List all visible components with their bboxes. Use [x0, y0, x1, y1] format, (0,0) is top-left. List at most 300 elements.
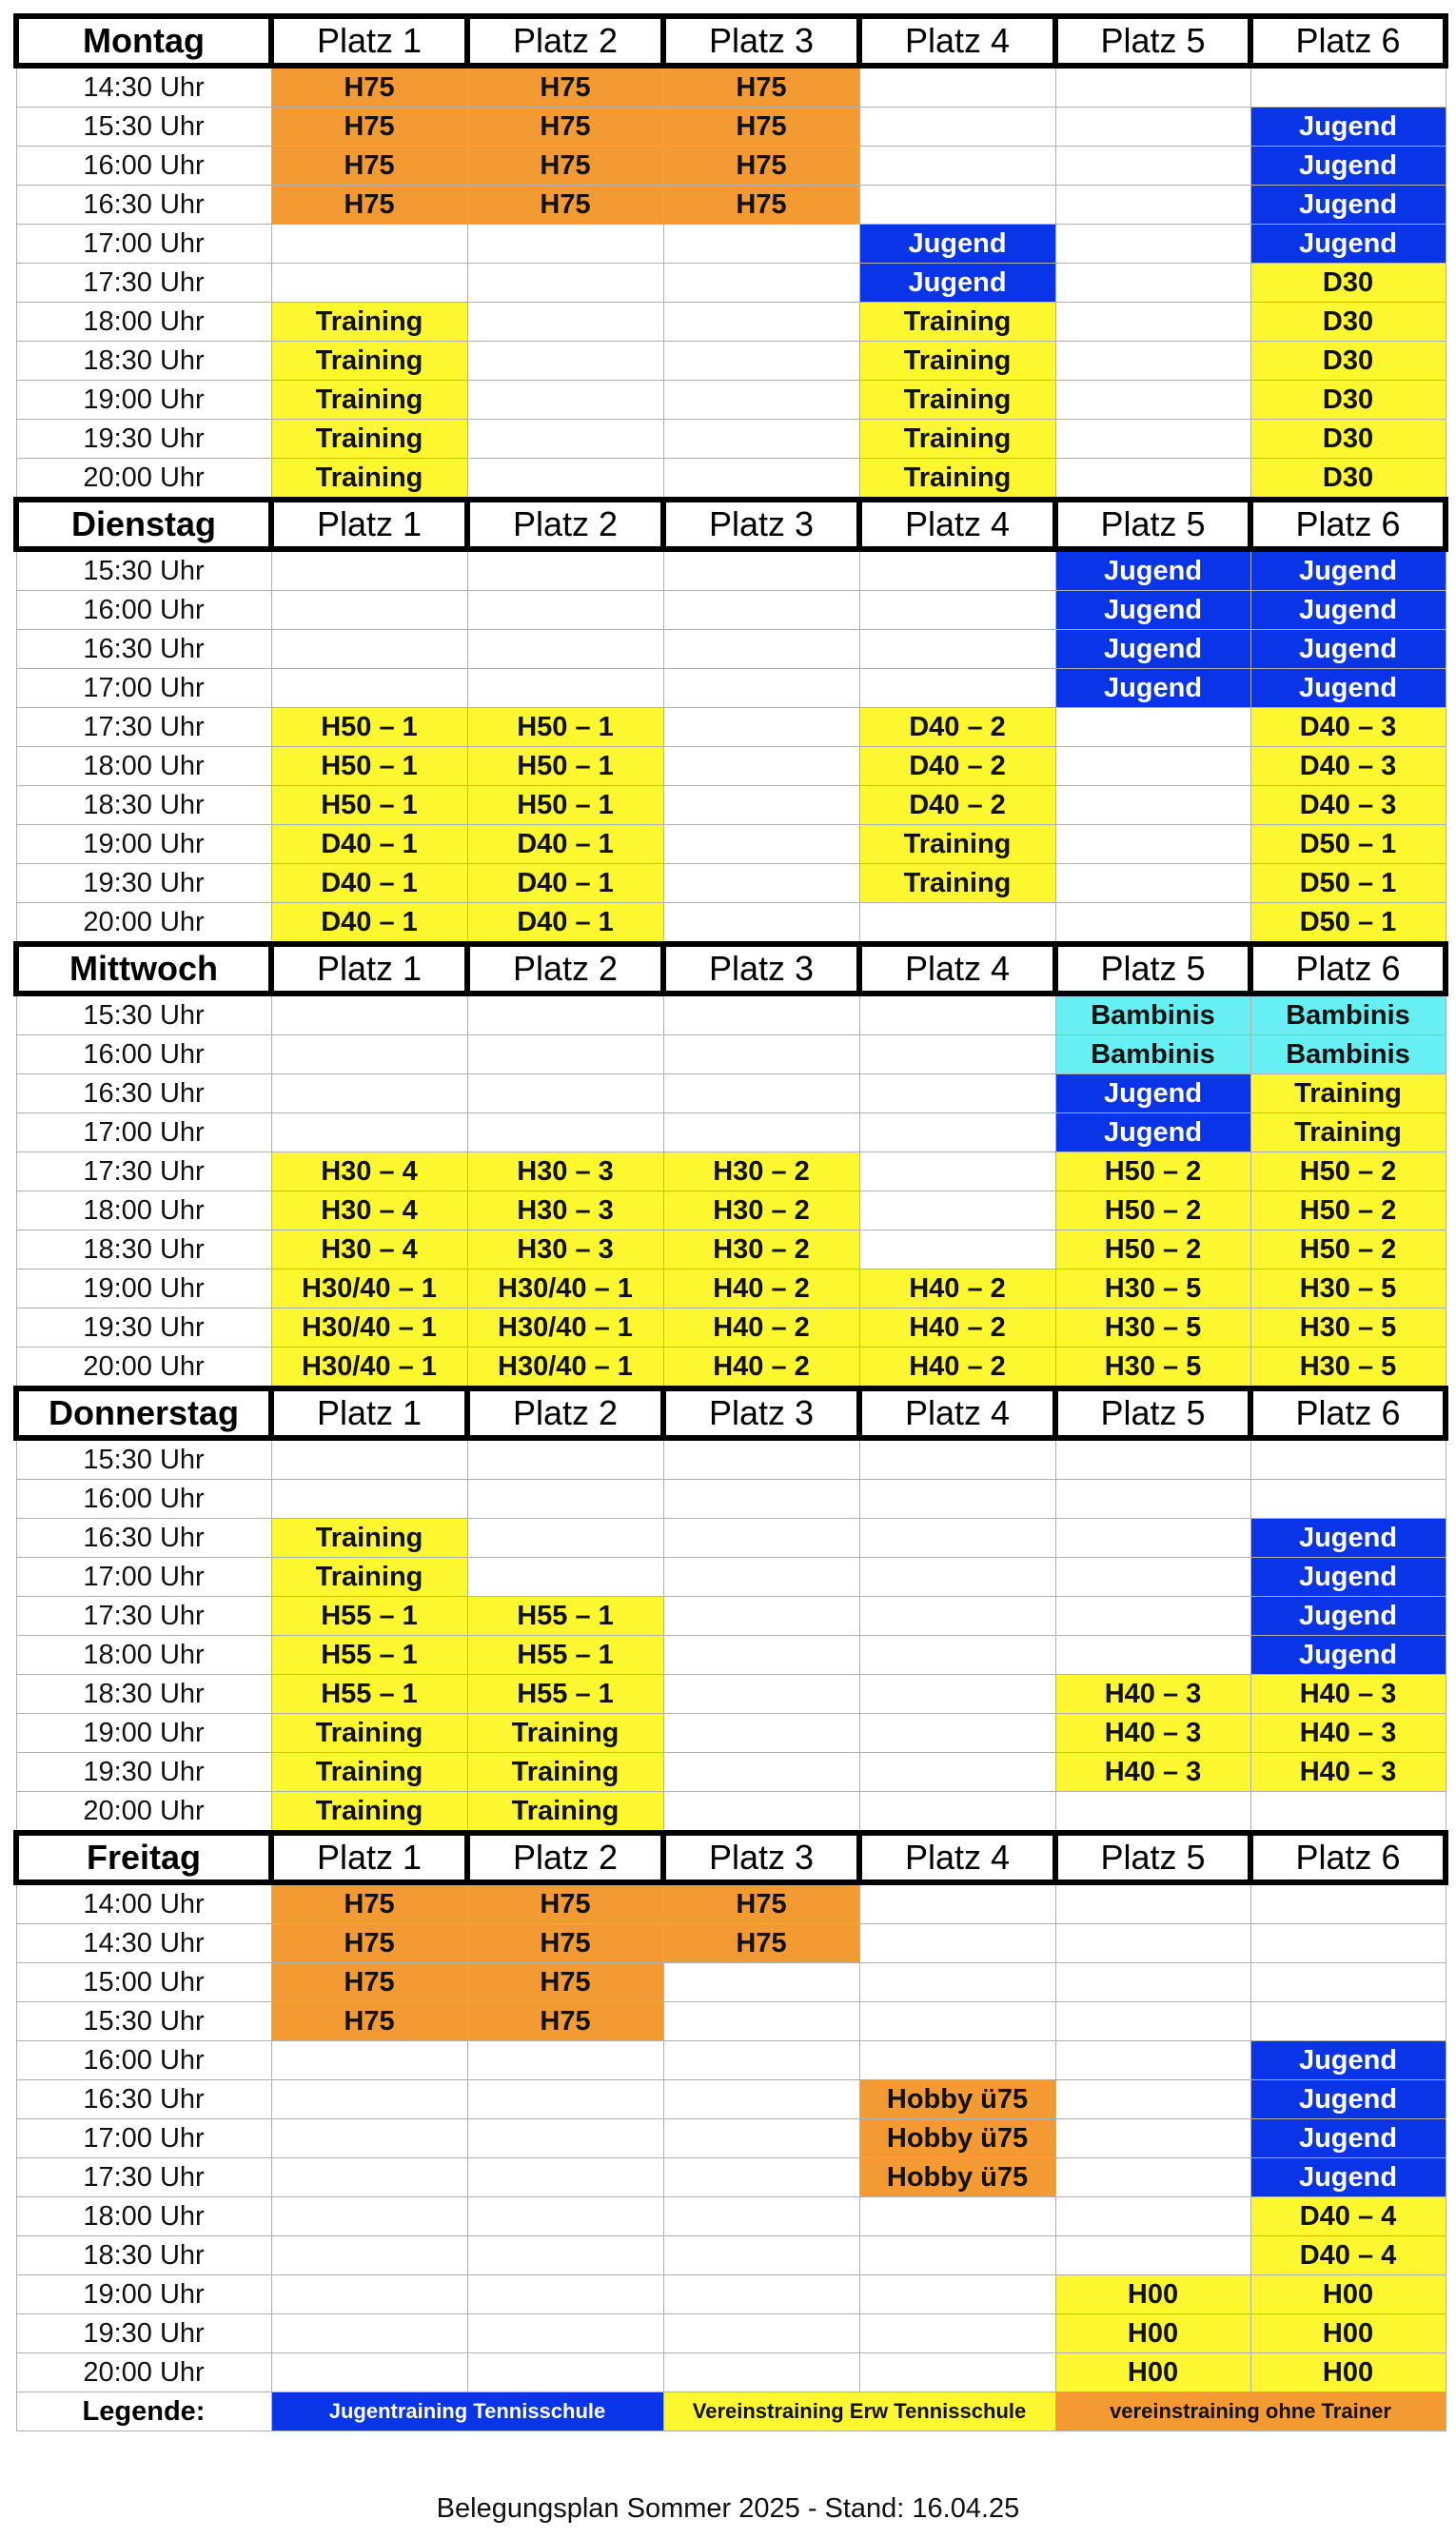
booking-cell [663, 2353, 859, 2392]
booking-cell: Jugend [859, 225, 1055, 264]
booking-cell [1250, 1480, 1446, 1519]
booking-cell [271, 2353, 467, 2392]
time-slot: 17:00 Uhr [16, 225, 271, 264]
schedule-row [16, 1191, 1446, 1230]
booking-cell [663, 994, 859, 1035]
schedule-row [16, 1480, 1446, 1519]
court-header: Platz 1 [271, 1388, 467, 1438]
court-header: Platz 2 [467, 944, 663, 994]
booking-cell [859, 2002, 1055, 2041]
schedule-row [16, 786, 1446, 825]
booking-cell: H30 – 5 [1055, 1348, 1250, 1389]
schedule-row [16, 66, 1446, 108]
schedule-row [16, 459, 1446, 501]
booking-cell [1250, 1963, 1446, 2002]
booking-cell [663, 225, 859, 264]
booking-cell: D40 – 1 [467, 903, 663, 945]
booking-cell: D30 [1250, 420, 1446, 459]
booking-cell [1055, 1597, 1250, 1636]
booking-cell: H75 [663, 186, 859, 225]
time-slot: 14:30 Uhr [16, 1924, 271, 1963]
booking-cell [1055, 1924, 1250, 1963]
booking-cell [271, 1480, 467, 1519]
booking-cell [859, 1035, 1055, 1074]
booking-cell [271, 2119, 467, 2158]
booking-cell: H40 – 3 [1250, 1753, 1446, 1792]
booking-cell: Jugend [1250, 186, 1446, 225]
time-slot: 16:30 Uhr [16, 186, 271, 225]
schedule-row [16, 2158, 1446, 2197]
booking-cell: H00 [1250, 2314, 1446, 2353]
booking-cell: Jugend [1250, 1558, 1446, 1597]
time-slot: 18:00 Uhr [16, 747, 271, 786]
booking-cell [663, 2236, 859, 2275]
booking-cell [271, 1074, 467, 1113]
booking-cell: Jugend [1250, 147, 1446, 186]
booking-cell: Jugend [1250, 2119, 1446, 2158]
time-slot: 18:00 Uhr [16, 303, 271, 342]
booking-cell: D40 – 1 [467, 825, 663, 864]
booking-cell [663, 825, 859, 864]
booking-cell: Bambinis [1055, 1035, 1250, 1074]
booking-cell [1055, 708, 1250, 747]
court-header: Platz 3 [663, 1388, 859, 1438]
time-slot: 16:30 Uhr [16, 1074, 271, 1113]
booking-cell [859, 1924, 1055, 1963]
booking-cell: H50 – 2 [1250, 1152, 1446, 1191]
booking-cell [467, 591, 663, 630]
booking-cell [467, 1558, 663, 1597]
booking-cell [1055, 2119, 1250, 2158]
booking-cell: H50 – 1 [467, 708, 663, 747]
booking-cell: Jugend [1250, 669, 1446, 708]
booking-cell: H30 – 3 [467, 1230, 663, 1270]
booking-cell [1250, 1882, 1446, 1924]
booking-cell: Jugend [1055, 591, 1250, 630]
booking-cell [859, 1714, 1055, 1753]
booking-cell [1055, 342, 1250, 381]
booking-cell: H75 [467, 1924, 663, 1963]
booking-cell [467, 225, 663, 264]
time-slot: 18:30 Uhr [16, 342, 271, 381]
booking-cell: D40 – 1 [467, 864, 663, 903]
booking-cell: D40 – 3 [1250, 786, 1446, 825]
schedule-row [16, 825, 1446, 864]
time-slot: 19:00 Uhr [16, 825, 271, 864]
court-header: Platz 6 [1250, 944, 1446, 994]
booking-cell [271, 2236, 467, 2275]
booking-cell: Training [859, 825, 1055, 864]
booking-cell [1055, 747, 1250, 786]
booking-cell: Jugend [1250, 2158, 1446, 2197]
booking-cell [1055, 264, 1250, 303]
booking-cell [663, 708, 859, 747]
booking-cell: H50 – 2 [1250, 1230, 1446, 1270]
court-header: Platz 6 [1250, 1388, 1446, 1438]
schedule-row [16, 2353, 1446, 2392]
court-header: Platz 5 [1055, 944, 1250, 994]
booking-cell [859, 1152, 1055, 1191]
booking-cell [859, 1636, 1055, 1675]
court-header: Platz 3 [663, 1833, 859, 1882]
schedule-row [16, 1309, 1446, 1348]
time-slot: 20:00 Uhr [16, 1792, 271, 1834]
booking-cell [663, 303, 859, 342]
booking-cell: Training [467, 1714, 663, 1753]
booking-cell [1055, 225, 1250, 264]
time-slot: 16:30 Uhr [16, 1519, 271, 1558]
court-header: Platz 4 [859, 1833, 1055, 1882]
booking-cell [1055, 903, 1250, 945]
booking-cell [663, 1035, 859, 1074]
booking-cell: H40 – 2 [663, 1309, 859, 1348]
booking-cell: Training [271, 1519, 467, 1558]
booking-cell [271, 2197, 467, 2236]
booking-cell: Training [271, 1753, 467, 1792]
booking-cell: H30 – 4 [271, 1152, 467, 1191]
court-header: Platz 4 [859, 500, 1055, 549]
booking-cell [467, 2158, 663, 2197]
booking-cell: H75 [467, 1963, 663, 2002]
booking-cell: Jugend [1055, 669, 1250, 708]
booking-cell [663, 1558, 859, 1597]
booking-cell: Training [859, 420, 1055, 459]
booking-cell: Jugend [1055, 549, 1250, 591]
booking-cell [859, 549, 1055, 591]
court-header: Platz 6 [1250, 500, 1446, 549]
booking-cell: D50 – 1 [1250, 903, 1446, 945]
legend-youth-training: Jugentraining Tennisschule [271, 2392, 663, 2431]
booking-cell: H40 – 2 [859, 1309, 1055, 1348]
booking-cell: Training [271, 1558, 467, 1597]
booking-cell [859, 591, 1055, 630]
booking-cell: Training [467, 1753, 663, 1792]
booking-cell [859, 1963, 1055, 2002]
schedule-table [13, 13, 1448, 2431]
booking-cell: H50 – 1 [271, 708, 467, 747]
booking-cell: Bambinis [1250, 994, 1446, 1035]
booking-cell: Jugend [1250, 108, 1446, 147]
time-slot: 17:00 Uhr [16, 669, 271, 708]
legend-no-trainer: vereinstraining ohne Trainer [1055, 2392, 1446, 2431]
schedule-row [16, 708, 1446, 747]
time-slot: 15:30 Uhr [16, 2002, 271, 2041]
booking-cell: D30 [1250, 459, 1446, 501]
booking-cell: D30 [1250, 303, 1446, 342]
booking-cell: Training [271, 381, 467, 420]
schedule-row [16, 1270, 1446, 1309]
court-header: Platz 3 [663, 500, 859, 549]
booking-cell [467, 1074, 663, 1113]
booking-cell [1055, 864, 1250, 903]
booking-cell: H40 – 3 [1055, 1675, 1250, 1714]
booking-cell: H55 – 1 [271, 1675, 467, 1714]
booking-cell: Jugend [1250, 591, 1446, 630]
time-slot: 16:00 Uhr [16, 147, 271, 186]
court-header: Platz 5 [1055, 500, 1250, 549]
booking-cell: Hobby ü75 [859, 2080, 1055, 2119]
schedule-row [16, 1035, 1446, 1074]
booking-cell [663, 2314, 859, 2353]
booking-cell: D40 – 4 [1250, 2197, 1446, 2236]
schedule-row [16, 549, 1446, 591]
booking-cell: H00 [1055, 2275, 1250, 2314]
booking-cell: H75 [467, 1882, 663, 1924]
booking-cell: H30/40 – 1 [271, 1309, 467, 1348]
booking-cell: D40 – 2 [859, 747, 1055, 786]
schedule-row [16, 2002, 1446, 2041]
booking-cell: Training [859, 342, 1055, 381]
booking-cell [859, 1753, 1055, 1792]
time-slot: 18:00 Uhr [16, 2197, 271, 2236]
time-slot: 19:00 Uhr [16, 1714, 271, 1753]
court-header: Platz 5 [1055, 1388, 1250, 1438]
schedule-row [16, 2275, 1446, 2314]
booking-cell: H40 – 3 [1250, 1714, 1446, 1753]
schedule-row [16, 342, 1446, 381]
court-header: Platz 1 [271, 500, 467, 549]
booking-cell: Jugend [1250, 2041, 1446, 2080]
booking-cell: H40 – 2 [663, 1348, 859, 1389]
legend-club-training: Vereinstraining Erw Tennisschule [663, 2392, 1055, 2431]
booking-cell [467, 1113, 663, 1152]
booking-cell: H40 – 3 [1250, 1675, 1446, 1714]
booking-cell: H75 [271, 1924, 467, 1963]
booking-cell [467, 994, 663, 1035]
time-slot: 15:30 Uhr [16, 108, 271, 147]
booking-cell: H50 – 2 [1055, 1152, 1250, 1191]
booking-cell: H30 – 2 [663, 1191, 859, 1230]
booking-cell: H75 [271, 108, 467, 147]
time-slot: 16:00 Uhr [16, 591, 271, 630]
booking-cell: H30 – 5 [1055, 1309, 1250, 1348]
booking-cell: Training [859, 303, 1055, 342]
booking-cell [1250, 1438, 1446, 1480]
booking-cell: H40 – 2 [859, 1270, 1055, 1309]
booking-cell [859, 903, 1055, 945]
booking-cell: D40 – 3 [1250, 708, 1446, 747]
schedule-row [16, 1597, 1446, 1636]
booking-cell [1250, 1792, 1446, 1834]
booking-cell [1250, 1924, 1446, 1963]
booking-cell [663, 2041, 859, 2080]
schedule-row [16, 2119, 1446, 2158]
court-header: Platz 4 [859, 1388, 1055, 1438]
booking-cell [663, 342, 859, 381]
schedule-row [16, 1675, 1446, 1714]
time-slot: 18:00 Uhr [16, 1636, 271, 1675]
booking-cell: D30 [1250, 264, 1446, 303]
booking-cell: H55 – 1 [271, 1597, 467, 1636]
booking-cell: Training [271, 303, 467, 342]
time-slot: 20:00 Uhr [16, 903, 271, 945]
booking-cell [663, 459, 859, 501]
booking-cell: Jugend [1250, 2080, 1446, 2119]
time-slot: 17:30 Uhr [16, 2158, 271, 2197]
booking-cell: H30/40 – 1 [467, 1309, 663, 1348]
booking-cell [859, 66, 1055, 108]
booking-cell: H30/40 – 1 [467, 1270, 663, 1309]
booking-cell: Jugend [1250, 1636, 1446, 1675]
booking-cell: H75 [663, 1882, 859, 1924]
time-slot: 16:00 Uhr [16, 1480, 271, 1519]
booking-cell [467, 303, 663, 342]
time-slot: 16:30 Uhr [16, 630, 271, 669]
booking-cell: H30/40 – 1 [271, 1270, 467, 1309]
booking-cell [663, 2158, 859, 2197]
booking-cell: Training [271, 420, 467, 459]
schedule-row [16, 591, 1446, 630]
booking-cell: D50 – 1 [1250, 864, 1446, 903]
court-header: Platz 4 [859, 944, 1055, 994]
booking-cell [271, 2275, 467, 2314]
booking-cell: H50 – 2 [1055, 1191, 1250, 1230]
time-slot: 20:00 Uhr [16, 459, 271, 501]
booking-cell [271, 225, 467, 264]
booking-cell [467, 2275, 663, 2314]
booking-cell [663, 630, 859, 669]
booking-cell: H55 – 1 [467, 1636, 663, 1675]
booking-cell [663, 669, 859, 708]
court-header: Platz 5 [1055, 1833, 1250, 1882]
schedule-row [16, 1348, 1446, 1389]
booking-cell [859, 994, 1055, 1035]
booking-cell: H40 – 2 [859, 1348, 1055, 1389]
booking-cell: Jugend [1250, 549, 1446, 591]
booking-cell [663, 786, 859, 825]
booking-cell: H75 [663, 108, 859, 147]
booking-cell: Jugend [1250, 1597, 1446, 1636]
booking-cell: H75 [271, 147, 467, 186]
booking-cell [271, 2314, 467, 2353]
booking-cell: H30 – 4 [271, 1191, 467, 1230]
booking-cell: H30 – 5 [1055, 1270, 1250, 1309]
booking-cell [1055, 825, 1250, 864]
booking-cell [1055, 1636, 1250, 1675]
booking-cell [271, 2080, 467, 2119]
booking-cell: H75 [467, 186, 663, 225]
schedule-row [16, 1230, 1446, 1270]
time-slot: 17:30 Uhr [16, 264, 271, 303]
booking-cell: H30 – 4 [271, 1230, 467, 1270]
booking-cell [859, 1438, 1055, 1480]
time-slot: 14:00 Uhr [16, 1882, 271, 1924]
booking-cell: H75 [467, 108, 663, 147]
court-header: Platz 2 [467, 1388, 663, 1438]
booking-cell [467, 2236, 663, 2275]
booking-cell [467, 342, 663, 381]
booking-cell [271, 630, 467, 669]
schedule-row [16, 1519, 1446, 1558]
booking-cell: Training [859, 459, 1055, 501]
schedule-row [16, 1792, 1446, 1834]
day-header-row [16, 1388, 1446, 1438]
time-slot: 16:30 Uhr [16, 2080, 271, 2119]
day-name: Montag [16, 16, 271, 66]
time-slot: 15:00 Uhr [16, 1963, 271, 2002]
booking-cell: Jugend [859, 264, 1055, 303]
booking-cell: H30 – 3 [467, 1191, 663, 1230]
booking-cell: H75 [271, 66, 467, 108]
booking-cell: H30 – 5 [1250, 1270, 1446, 1309]
court-header: Platz 4 [859, 16, 1055, 66]
booking-cell [859, 2353, 1055, 2392]
time-slot: 17:00 Uhr [16, 1558, 271, 1597]
booking-cell [859, 1597, 1055, 1636]
booking-cell [467, 1035, 663, 1074]
booking-cell: H40 – 3 [1055, 1714, 1250, 1753]
booking-cell: H40 – 2 [663, 1270, 859, 1309]
booking-cell: Jugend [1055, 1074, 1250, 1113]
booking-cell: H75 [271, 1882, 467, 1924]
booking-cell [467, 669, 663, 708]
booking-cell: H30 – 5 [1250, 1309, 1446, 1348]
booking-cell: H50 – 1 [467, 747, 663, 786]
booking-cell [859, 186, 1055, 225]
booking-cell [1055, 108, 1250, 147]
time-slot: 15:30 Uhr [16, 1438, 271, 1480]
booking-cell: Training [467, 1792, 663, 1834]
booking-cell [859, 2314, 1055, 2353]
booking-cell: Training [1250, 1113, 1446, 1152]
booking-cell: H40 – 3 [1055, 1753, 1250, 1792]
booking-cell [663, 2080, 859, 2119]
court-header: Platz 3 [663, 16, 859, 66]
booking-cell [859, 1519, 1055, 1558]
schedule-row [16, 669, 1446, 708]
booking-cell [467, 264, 663, 303]
booking-cell: D40 – 2 [859, 708, 1055, 747]
booking-cell: D40 – 1 [271, 864, 467, 903]
booking-cell [271, 2158, 467, 2197]
booking-cell [467, 2197, 663, 2236]
booking-cell: H00 [1055, 2353, 1250, 2392]
court-header: Platz 6 [1250, 1833, 1446, 1882]
court-header: Platz 2 [467, 16, 663, 66]
booking-cell: H50 – 1 [271, 747, 467, 786]
schedule-row [16, 2236, 1446, 2275]
booking-cell [271, 2041, 467, 2080]
court-header: Platz 5 [1055, 16, 1250, 66]
legend-label: Legende: [16, 2392, 271, 2431]
court-header: Platz 2 [467, 1833, 663, 1882]
schedule-row [16, 630, 1446, 669]
court-header: Platz 2 [467, 500, 663, 549]
booking-cell [467, 549, 663, 591]
booking-cell: H50 – 2 [1250, 1191, 1446, 1230]
booking-cell [663, 1480, 859, 1519]
booking-cell [859, 630, 1055, 669]
booking-cell [859, 1792, 1055, 1834]
booking-cell: H75 [467, 2002, 663, 2041]
court-header: Platz 3 [663, 944, 859, 994]
schedule-row [16, 1753, 1446, 1792]
schedule-row [16, 1924, 1446, 1963]
booking-cell: Training [1250, 1074, 1446, 1113]
booking-cell: H55 – 1 [271, 1636, 467, 1675]
booking-cell [1055, 2236, 1250, 2275]
booking-cell: Bambinis [1250, 1035, 1446, 1074]
booking-cell: H50 – 1 [467, 786, 663, 825]
schedule-row [16, 1074, 1446, 1113]
booking-cell [1055, 381, 1250, 420]
booking-cell: H00 [1250, 2353, 1446, 2392]
booking-cell: Hobby ü75 [859, 2158, 1055, 2197]
booking-cell [663, 1714, 859, 1753]
booking-cell: Training [859, 864, 1055, 903]
time-slot: 17:30 Uhr [16, 1597, 271, 1636]
booking-cell: H30 – 3 [467, 1152, 663, 1191]
